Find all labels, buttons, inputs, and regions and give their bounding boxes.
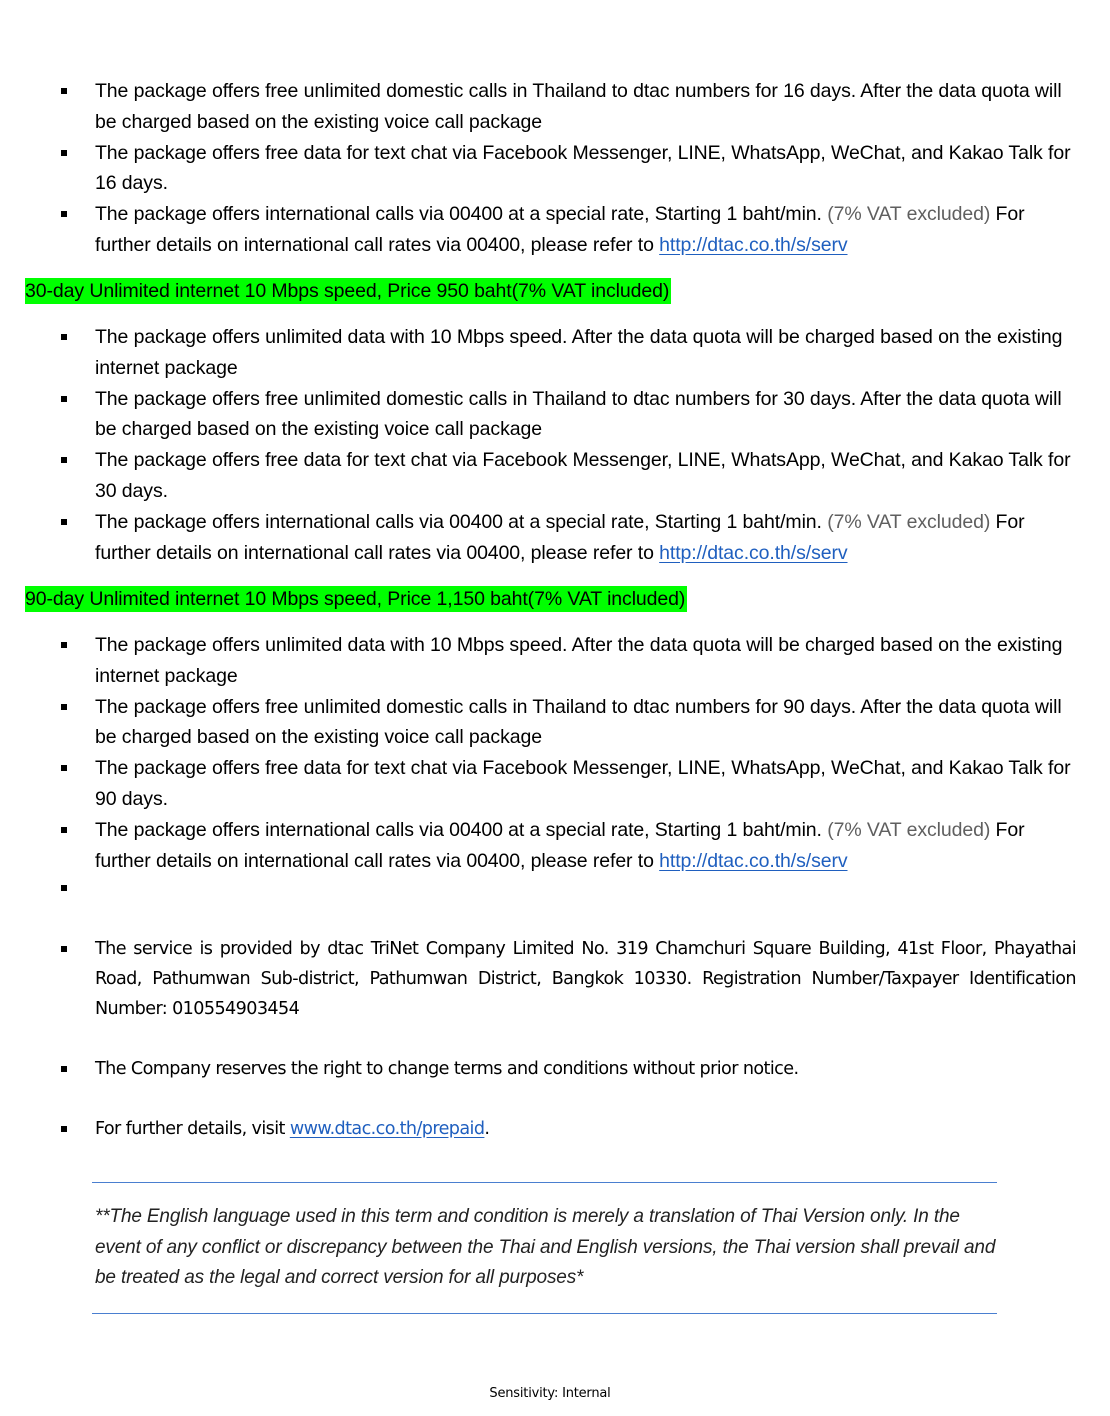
list-item: The package offers free unlimited domestic calls in Thailand to dtac numbers for 90 days. After the data quota will be charged based on the existing voice call package	[0, 692, 1110, 754]
bullet-icon	[61, 334, 67, 340]
bullet-icon	[61, 765, 67, 771]
vat-note: (7% VAT excluded)	[827, 203, 991, 226]
package-30-day-heading: 30-day Unlimited internet 10 Mbps speed, Price 950 baht(7% VAT included)	[25, 280, 670, 302]
divider-bottom	[92, 1313, 997, 1314]
vat-note: (7% VAT excluded)	[827, 818, 991, 841]
list-item: The package offers free unlimited domestic calls in Thailand to dtac numbers for 30 days. After the data quota will be charged based on the existing voice call package	[0, 384, 1110, 446]
bullet-icon	[61, 457, 67, 463]
list-item: The package offers international calls via 00400 at a special rate, Starting 1 baht/min. (7% VAT excluded) For further details on international call rates via 00400, please refer to http://dtac.co.th/s/serv	[0, 199, 1110, 261]
bullet-icon	[61, 642, 67, 648]
package-90-day-heading: 90-day Unlimited internet 10 Mbps speed, Price 1,150 baht(7% VAT included)	[25, 588, 686, 610]
package-16-day-list	[0, 76, 1110, 261]
divider-top	[92, 1182, 997, 1183]
sensitivity-label: Sensitivity: Internal	[489, 1386, 611, 1401]
bullet-icon	[61, 88, 67, 94]
bullet-icon	[61, 396, 67, 402]
package-90-day-list	[0, 630, 1110, 876]
list-item: The package offers free data for text chat via Facebook Messenger, LINE, WhatsApp, WeChat, and Kakao Talk for 30 days.	[0, 445, 1110, 507]
bullet-icon	[61, 1126, 67, 1132]
list-item: The package offers international calls via 00400 at a special rate, Starting 1 baht/min. (7% VAT excluded) For further details on international call rates via 00400, please refer to http://dtac.co.th/s/serv	[0, 507, 1110, 569]
bullet-icon	[61, 827, 67, 833]
bullet-icon	[61, 150, 67, 156]
reserve-rights-item	[0, 1054, 1110, 1084]
list-item: The package offers unlimited data with 10 Mbps speed. After the data quota will be charged based on the existing internet package	[0, 630, 1110, 692]
list-item: The package offers international calls via 00400 at a special rate, Starting 1 baht/min. (7% VAT excluded) For further details on international call rates via 00400, please refer to http://dtac.co.th/s/serv	[0, 815, 1110, 877]
vat-note: (7% VAT excluded)	[827, 510, 991, 533]
international-rates-link[interactable]: http://dtac.co.th/s/serv	[659, 233, 848, 256]
international-rates-link[interactable]: http://dtac.co.th/s/serv	[659, 849, 848, 872]
list-item: The package offers free data for text chat via Facebook Messenger, LINE, WhatsApp, WeChat, and Kakao Talk for 16 days.	[0, 138, 1110, 200]
bullet-icon	[61, 704, 67, 710]
further-details-text: For further details, visit www.dtac.co.th/prepaid.	[95, 1119, 490, 1139]
empty-bullet-icon	[61, 885, 67, 891]
package-30-day-list	[0, 322, 1110, 568]
provider-terms-item	[0, 934, 1110, 1026]
further-details-item	[0, 1114, 1110, 1144]
list-item: The package offers free data for text chat via Facebook Messenger, LINE, WhatsApp, WeChat, and Kakao Talk for 90 days.	[0, 753, 1110, 815]
bullet-icon	[61, 519, 67, 525]
bullet-icon	[61, 946, 67, 952]
bullet-icon	[61, 211, 67, 217]
international-rates-link[interactable]: http://dtac.co.th/s/serv	[659, 541, 848, 564]
provider-text: The service is provided by dtac TriNet Company Limited No. 319 Chamchuri Square Building, 41st Floor, Phayathai Road, Pathumwan Sub-district, Pathumwan District, Bangkok 10330. Registration Number/Taxpayer Identification Number: 010554903454	[95, 939, 1076, 1019]
list-item: The package offers free unlimited domestic calls in Thailand to dtac numbers for 16 days. After the data quota will be charged based on the existing voice call package	[0, 76, 1110, 138]
bullet-icon	[61, 1066, 67, 1072]
prepaid-link[interactable]: www.dtac.co.th/prepaid	[289, 1119, 485, 1139]
list-item: The package offers unlimited data with 10 Mbps speed. After the data quota will be charged based on the existing internet package	[0, 322, 1110, 384]
translation-disclaimer: **The English language used in this term and condition is merely a translation of Thai Version only. In the event of any conflict or discrepancy between the Thai and English versions, the Thai version shall prevail and be treated as the legal and correct version for all purposes*	[95, 1206, 996, 1289]
reserve-rights-text: The Company reserves the right to change terms and conditions without prior notice.	[95, 1059, 799, 1079]
